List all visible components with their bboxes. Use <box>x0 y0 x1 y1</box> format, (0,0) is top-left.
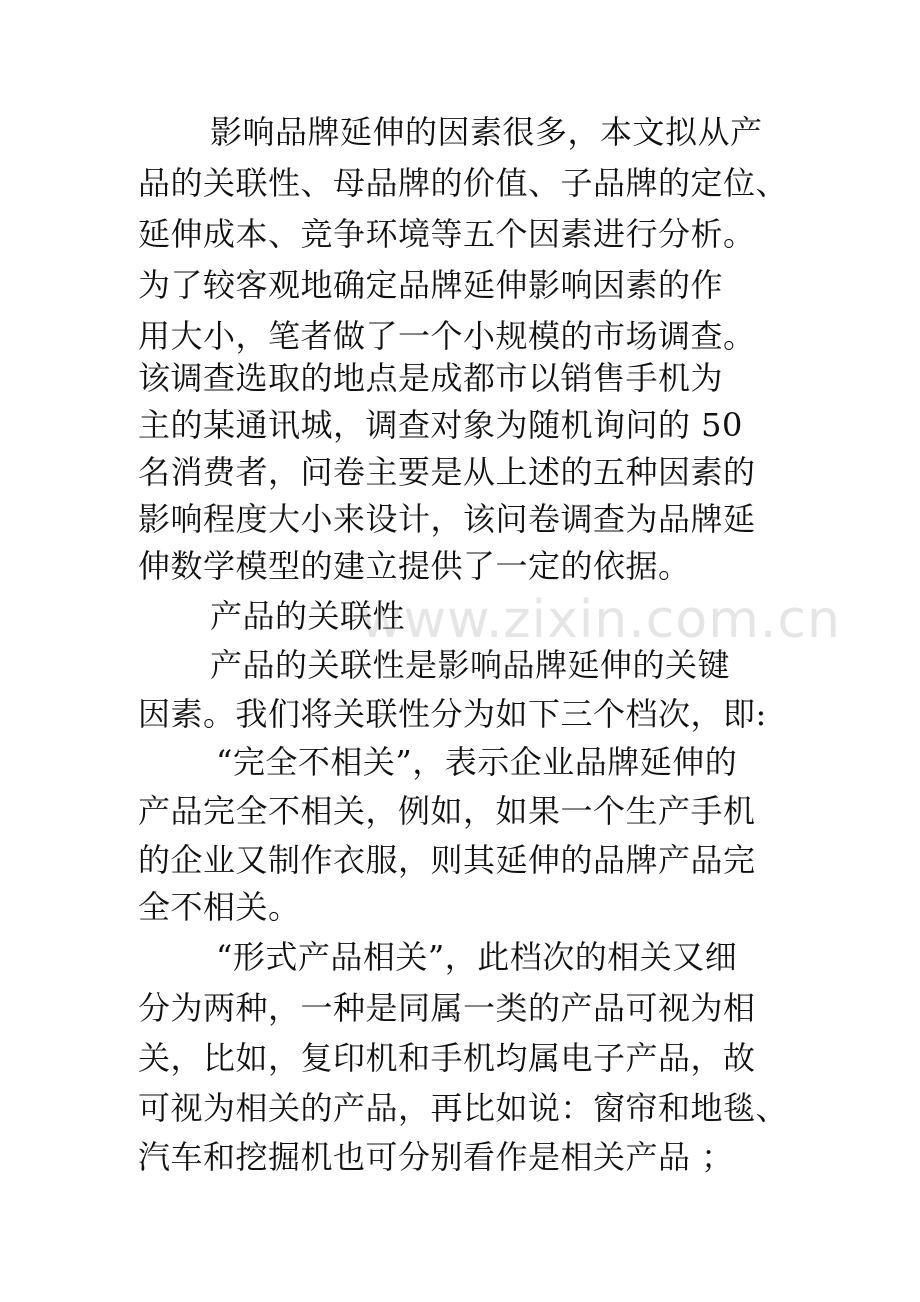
paragraph-line: 全不相关。 <box>138 888 301 926</box>
paragraph-line: 关，比如，复印机和手机均属电子产品，故 <box>138 1039 756 1077</box>
paragraph-line: “完全不相关”，表示企业品牌延伸的 <box>216 743 738 781</box>
paragraph-line: 的企业又制作衣服，则其延伸的品牌产品完 <box>138 841 756 879</box>
paragraph-line: 名消费者，问卷主要是从上述的五种因素的 <box>138 453 756 491</box>
paragraph-line: 汽车和挖掘机也可分别看作是相关产品 ； <box>138 1138 734 1176</box>
paragraph-line: 用大小，笔者做了一个小规模的市场调查。 <box>138 317 756 355</box>
paragraph-line: 品的关联性、母品牌的价值、子品牌的定位、 <box>138 164 789 202</box>
paragraph-line: 因素。我们将关联性分为如下三个档次，即: <box>138 695 767 733</box>
paragraph-line: 产品完全不相关，例如，如果一个生产手机 <box>138 792 756 830</box>
paragraph-line: 产品的关联性是影响品牌延伸的关键 <box>210 646 731 684</box>
paragraph-line: 该调查选取的地点是成都市以销售手机为 <box>138 359 724 397</box>
paragraph-line: 延伸成本、竞争环境等五个因素进行分析。 <box>138 215 756 253</box>
paragraph-line: 分为两种，一种是同属一类的产品可视为相 <box>138 989 756 1027</box>
watermark: www.zixin.com.cn <box>360 590 841 650</box>
section-heading: 产品的关联性 <box>210 597 406 635</box>
paragraph-line: 为了较客观地确定品牌延伸影响因素的作 <box>138 266 724 304</box>
paragraph-line: 伸数学模型的建立提供了一定的依据。 <box>138 547 691 585</box>
paragraph-line: 主的某通讯城，调查对象为随机询问的 50 <box>138 406 743 444</box>
paragraph-line: “形式产品相关”，此档次的相关又细 <box>216 938 738 976</box>
paragraph-line: 影响品牌延伸的因素很多，本文拟从产 <box>210 113 763 151</box>
paragraph-line: 可视为相关的产品，再比如说：窗帘和地毯、 <box>138 1089 789 1127</box>
paragraph-line: 影响程度大小来设计，该问卷调查为品牌延 <box>138 500 756 538</box>
